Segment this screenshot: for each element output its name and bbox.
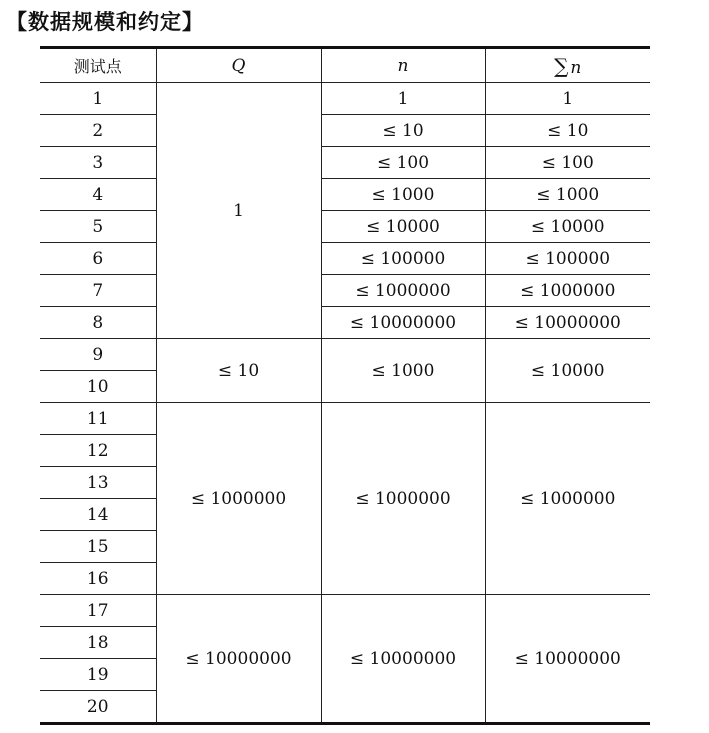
test-point-cell: 16 bbox=[40, 563, 156, 595]
table-header-row bbox=[40, 48, 650, 83]
header-test-point: 测试点 bbox=[40, 48, 156, 83]
test-point-cell: 11 bbox=[40, 403, 156, 435]
test-point-cell: 7 bbox=[40, 275, 156, 307]
n-cell: ≤ 1000 bbox=[321, 179, 485, 211]
sum-n-cell: ≤ 10000 bbox=[485, 211, 650, 243]
header-n: n bbox=[321, 48, 485, 83]
header-sum-n bbox=[485, 48, 650, 83]
n-cell: ≤ 10 bbox=[321, 115, 485, 147]
n-cell: ≤ 1000000 bbox=[321, 403, 485, 595]
sum-n-cell: ≤ 10000 bbox=[485, 339, 650, 403]
table-row bbox=[40, 179, 650, 211]
n-cell: ≤ 100 bbox=[321, 147, 485, 179]
table-row bbox=[40, 115, 650, 147]
test-point-cell: 15 bbox=[40, 531, 156, 563]
n-cell: ≤ 10000000 bbox=[321, 595, 485, 724]
n-cell: ≤ 10000000 bbox=[321, 307, 485, 339]
sum-n-cell: 1 bbox=[485, 83, 650, 115]
table-row bbox=[40, 595, 650, 627]
test-point-cell: 18 bbox=[40, 627, 156, 659]
test-point-cell: 8 bbox=[40, 307, 156, 339]
n-cell: ≤ 10000 bbox=[321, 211, 485, 243]
test-point-cell: 9 bbox=[40, 339, 156, 371]
sum-n-cell: ≤ 100000 bbox=[485, 243, 650, 275]
table-row bbox=[40, 403, 650, 435]
table-row bbox=[40, 339, 650, 371]
table-row bbox=[40, 275, 650, 307]
q-cell: ≤ 10000000 bbox=[156, 595, 321, 724]
sum-n-cell: ≤ 1000000 bbox=[485, 403, 650, 595]
test-point-cell: 5 bbox=[40, 211, 156, 243]
sum-n-cell: ≤ 1000000 bbox=[485, 275, 650, 307]
test-point-cell: 1 bbox=[40, 83, 156, 115]
q-cell: ≤ 1000000 bbox=[156, 403, 321, 595]
test-point-cell: 6 bbox=[40, 243, 156, 275]
sum-n-cell: ≤ 10 bbox=[485, 115, 650, 147]
test-point-cell: 3 bbox=[40, 147, 156, 179]
table-row bbox=[40, 83, 650, 115]
n-cell: ≤ 1000000 bbox=[321, 275, 485, 307]
header-q: Q bbox=[156, 48, 321, 83]
data-constraints-table bbox=[40, 46, 650, 725]
test-point-cell: 14 bbox=[40, 499, 156, 531]
test-point-cell: 2 bbox=[40, 115, 156, 147]
header-sum-n-var: n bbox=[570, 57, 582, 78]
sum-n-cell: ≤ 10000000 bbox=[485, 595, 650, 724]
test-point-cell: 13 bbox=[40, 467, 156, 499]
table-row bbox=[40, 211, 650, 243]
n-cell: ≤ 100000 bbox=[321, 243, 485, 275]
table-row bbox=[40, 307, 650, 339]
n-cell: ≤ 1000 bbox=[321, 339, 485, 403]
test-point-cell: 20 bbox=[40, 691, 156, 724]
section-title: 【数据规模和约定】 bbox=[6, 10, 204, 34]
test-point-cell: 19 bbox=[40, 659, 156, 691]
table-row bbox=[40, 147, 650, 179]
test-point-cell: 17 bbox=[40, 595, 156, 627]
q-cell: ≤ 10 bbox=[156, 339, 321, 403]
test-point-cell: 10 bbox=[40, 371, 156, 403]
test-point-cell: 4 bbox=[40, 179, 156, 211]
table-row bbox=[40, 243, 650, 275]
q-cell: 1 bbox=[156, 83, 321, 339]
sum-n-cell: ≤ 100 bbox=[485, 147, 650, 179]
sum-n-cell: ≤ 10000000 bbox=[485, 307, 650, 339]
test-point-cell: 12 bbox=[40, 435, 156, 467]
sum-symbol: ∑ bbox=[554, 53, 569, 78]
n-cell: 1 bbox=[321, 83, 485, 115]
sum-n-cell: ≤ 1000 bbox=[485, 179, 650, 211]
